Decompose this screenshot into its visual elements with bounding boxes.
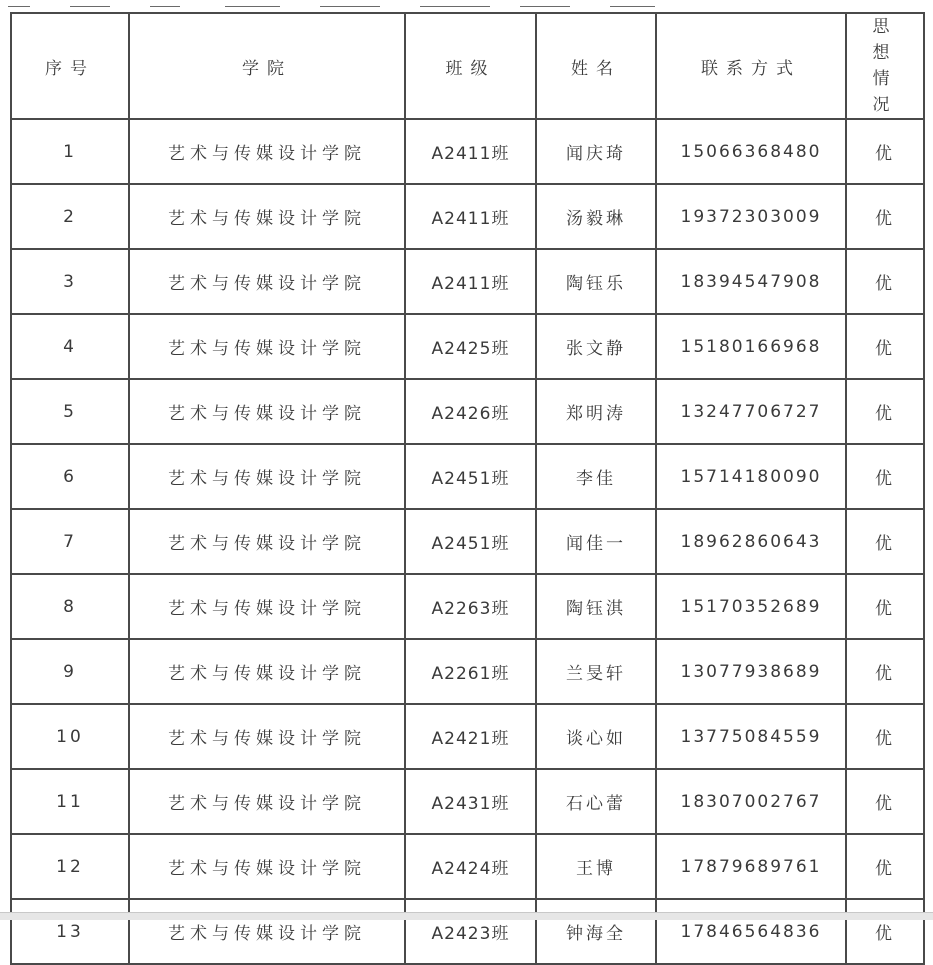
cell-index: 10 <box>11 704 129 769</box>
table-row <box>11 834 924 899</box>
table-row <box>11 509 924 574</box>
cell-contact: 15180166968 <box>656 314 846 379</box>
cell-name: 王博 <box>536 834 656 899</box>
cell-college: 艺术与传媒设计学院 <box>129 899 405 964</box>
header-class: 班级 <box>405 13 536 119</box>
cell-college: 艺术与传媒设计学院 <box>129 509 405 574</box>
cell-contact: 18394547908 <box>656 249 846 314</box>
cell-index: 1 <box>11 119 129 184</box>
cell-college: 艺术与传媒设计学院 <box>129 379 405 444</box>
cell-index: 4 <box>11 314 129 379</box>
cell-status: 优 <box>846 899 924 964</box>
cell-index: 5 <box>11 379 129 444</box>
cell-name: 闻佳一 <box>536 509 656 574</box>
cell-college: 艺术与传媒设计学院 <box>129 574 405 639</box>
cell-contact: 18307002767 <box>656 769 846 834</box>
cell-class: A2431班 <box>405 769 536 834</box>
cell-college: 艺术与传媒设计学院 <box>129 249 405 314</box>
table-row <box>11 249 924 314</box>
table-row <box>11 899 924 964</box>
cell-class: A2423班 <box>405 899 536 964</box>
cell-college: 艺术与传媒设计学院 <box>129 834 405 899</box>
student-table <box>10 12 925 965</box>
cell-contact: 13077938689 <box>656 639 846 704</box>
cell-status: 优 <box>846 444 924 509</box>
cell-contact: 18962860643 <box>656 509 846 574</box>
cell-class: A2261班 <box>405 639 536 704</box>
header-status-text: 思想情况 <box>872 17 898 115</box>
cell-contact: 19372303009 <box>656 184 846 249</box>
cropped-title-line <box>0 0 933 12</box>
student-table-container <box>10 12 923 944</box>
cell-status: 优 <box>846 119 924 184</box>
cell-index: 6 <box>11 444 129 509</box>
cell-class: A2411班 <box>405 249 536 314</box>
cell-college: 艺术与传媒设计学院 <box>129 314 405 379</box>
cell-name: 张文静 <box>536 314 656 379</box>
cell-contact: 17879689761 <box>656 834 846 899</box>
cell-class: A2451班 <box>405 509 536 574</box>
cell-college: 艺术与传媒设计学院 <box>129 769 405 834</box>
cell-class: A2425班 <box>405 314 536 379</box>
cell-index: 12 <box>11 834 129 899</box>
cell-status: 优 <box>846 249 924 314</box>
cell-index: 7 <box>11 509 129 574</box>
cell-status: 优 <box>846 704 924 769</box>
table-row <box>11 574 924 639</box>
cell-class: A2451班 <box>405 444 536 509</box>
cell-name: 石心蕾 <box>536 769 656 834</box>
header-status <box>846 13 924 119</box>
table-header-row <box>11 13 924 119</box>
cell-index: 2 <box>11 184 129 249</box>
cell-contact: 13247706727 <box>656 379 846 444</box>
cell-name: 钟海全 <box>536 899 656 964</box>
cell-index: 11 <box>11 769 129 834</box>
cell-status: 优 <box>846 639 924 704</box>
cell-contact: 13775084559 <box>656 704 846 769</box>
cell-college: 艺术与传媒设计学院 <box>129 639 405 704</box>
cell-college: 艺术与传媒设计学院 <box>129 119 405 184</box>
cell-index: 13 <box>11 899 129 964</box>
cell-college: 艺术与传媒设计学院 <box>129 444 405 509</box>
cell-name: 谈心如 <box>536 704 656 769</box>
table-row <box>11 119 924 184</box>
cell-class: A2421班 <box>405 704 536 769</box>
cell-class: A2411班 <box>405 119 536 184</box>
cell-status: 优 <box>846 509 924 574</box>
cell-contact: 15714180090 <box>656 444 846 509</box>
cell-college: 艺术与传媒设计学院 <box>129 184 405 249</box>
header-name: 姓名 <box>536 13 656 119</box>
cell-class: A2411班 <box>405 184 536 249</box>
cell-class: A2263班 <box>405 574 536 639</box>
cell-name: 李佳 <box>536 444 656 509</box>
cell-status: 优 <box>846 314 924 379</box>
header-index: 序号 <box>11 13 129 119</box>
cell-index: 8 <box>11 574 129 639</box>
cell-index: 3 <box>11 249 129 314</box>
cell-status: 优 <box>846 184 924 249</box>
cell-index: 9 <box>11 639 129 704</box>
header-contact: 联系方式 <box>656 13 846 119</box>
cell-contact: 15066368480 <box>656 119 846 184</box>
cell-college: 艺术与传媒设计学院 <box>129 704 405 769</box>
table-row <box>11 639 924 704</box>
cell-name: 陶钰乐 <box>536 249 656 314</box>
cell-contact: 15170352689 <box>656 574 846 639</box>
cell-name: 兰旻轩 <box>536 639 656 704</box>
cell-status: 优 <box>846 379 924 444</box>
table-row <box>11 379 924 444</box>
header-college: 学院 <box>129 13 405 119</box>
student-table-body <box>11 13 924 964</box>
table-row <box>11 769 924 834</box>
cell-name: 郑明涛 <box>536 379 656 444</box>
table-row <box>11 704 924 769</box>
cell-status: 优 <box>846 834 924 899</box>
table-row <box>11 184 924 249</box>
table-row <box>11 444 924 509</box>
cell-name: 闻庆琦 <box>536 119 656 184</box>
cell-class: A2426班 <box>405 379 536 444</box>
cell-name: 汤毅琳 <box>536 184 656 249</box>
cell-name: 陶钰淇 <box>536 574 656 639</box>
cell-status: 优 <box>846 574 924 639</box>
cell-class: A2424班 <box>405 834 536 899</box>
cell-contact: 17846564836 <box>656 899 846 964</box>
table-row <box>11 314 924 379</box>
cell-status: 优 <box>846 769 924 834</box>
